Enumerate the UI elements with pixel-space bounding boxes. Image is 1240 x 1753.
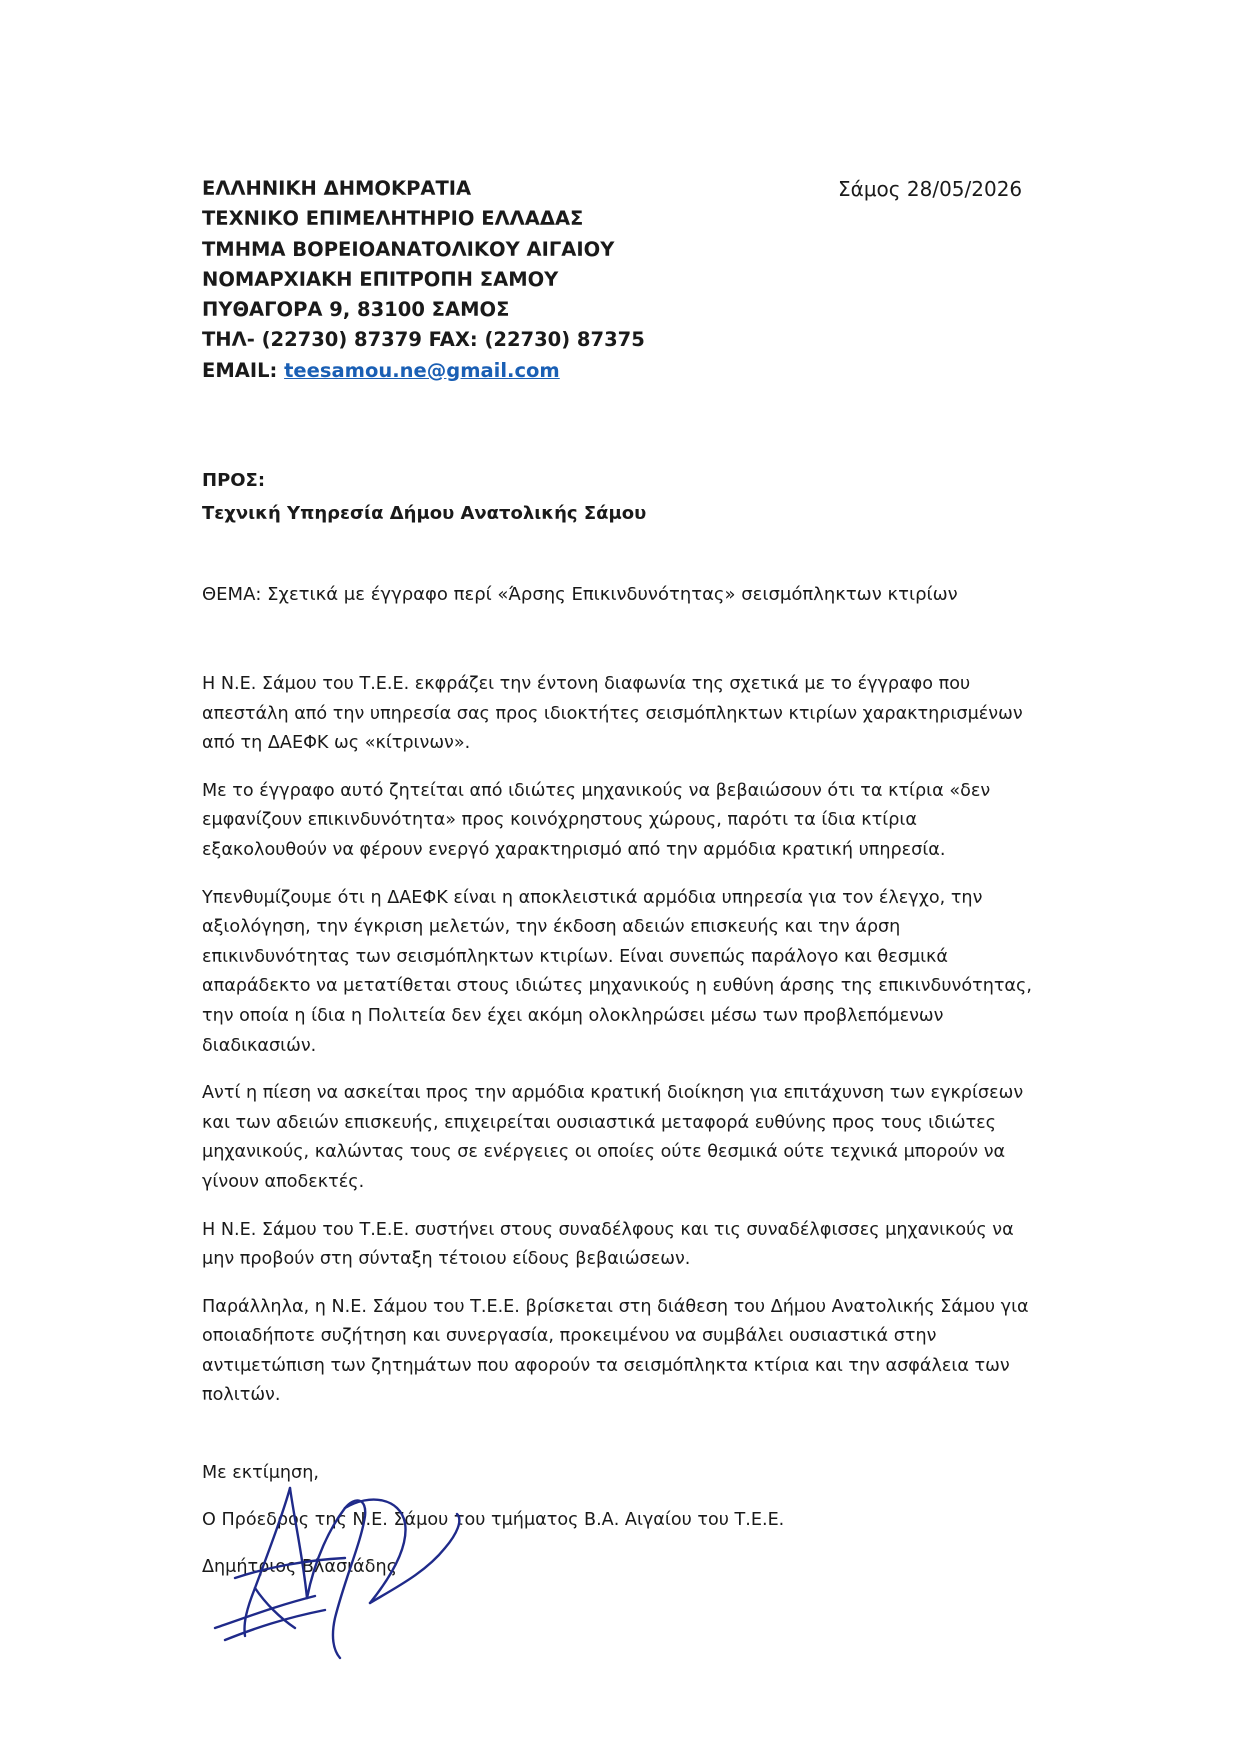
header-line-committee: ΝΟΜΑΡΧΙΑΚΗ ΕΠΙΤΡΟΠΗ ΣΑΜΟΥ (202, 267, 559, 291)
email-label: EMAIL: (202, 358, 285, 382)
letter-subject: ΘΕΜΑ: Σχετικά με έγγραφο περί «Άρσης Επικινδυνότητας» σεισμόπληκτων κτιρίων (202, 584, 958, 605)
sender-header (202, 174, 645, 386)
body-paragraph: Με το έγγραφο αυτό ζητείται από ιδιώτες μηχανικούς να βεβαιώσουν ότι τα κτίρια «δεν εμφανίζουν επικινδυνότητα» προς κοινόχρηστους χώρους, παρότι τα ίδια κτίρια εξακολουθούν να φέρουν ενεργό χαρακτηρισμό από την αρμόδια κρατική υπηρεσία. (202, 780, 991, 860)
signatory-name: Δημήτριος Βλασιάδης (202, 1557, 397, 1577)
body-paragraph: Η Ν.Ε. Σάμου του Τ.Ε.Ε. συστήνει στους συναδέλφους και τις συναδέλφισσες μηχανικούς να μην προβούν στη σύνταξη τέτοιου είδους βεβαιώσεων. (202, 1219, 1014, 1270)
header-line-email (202, 356, 645, 386)
header-line-chamber: ΤΕΧΝΙΚΟ ΕΠΙΜΕΛΗΤΗΡΙΟ ΕΛΛΑΔΑΣ (202, 207, 584, 231)
handwritten-signature (195, 1468, 495, 1668)
recipient-name: Τεχνική Υπηρεσία Δήμου Ανατολικής Σάμου (202, 503, 647, 524)
letter-body (202, 670, 1044, 1429)
body-paragraph: Παράλληλα, η Ν.Ε. Σάμου του Τ.Ε.Ε. βρίσκεται στη διάθεση του Δήμου Ανατολικής Σάμου για οποιαδήποτε συζήτηση και συνεργασία, προκειμένου να συμβάλει ουσιαστικά στην αντιμετώπιση των ζητημάτων που αφορούν τα σεισμόπληκτα κτίρια και την ασφάλεια των πολιτών. (202, 1296, 1029, 1406)
body-paragraph: Η Ν.Ε. Σάμου του Τ.Ε.Ε. εκφράζει την έντονη διαφωνία της σχετικά με το έγγραφο που απεστάλη από την υπηρεσία σας προς ιδιοκτήτες σεισμόπληκτων κτιρίων χαρακτηρισμένων από τη ΔΑΕΦΚ ως «κίτρινων». (202, 674, 1023, 754)
header-line-address: ΠΥΘΑΓΟΡΑ 9, 83100 ΣΑΜΟΣ (202, 298, 510, 322)
email-link[interactable]: teesamou.ne@gmail.com (284, 358, 560, 382)
body-paragraph: Αντί η πίεση να ασκείται προς την αρμόδια κρατική διοίκηση για επιτάχυνση των εγκρίσεων και των αδειών επισκευής, επιχειρείται ουσιαστικά μεταφορά ευθύνης προς τους ιδιώτες μηχανικούς, καλώντας τους σε ενέργειες οι οποίες ούτε θεσμικά ούτε τεχνικά μπορούν να γίνουν αποδεκτές. (202, 1083, 1024, 1192)
letter-date: Σάμος 28/05/2026 (838, 177, 1023, 201)
closing-greeting: Με εκτίμηση, (202, 1463, 319, 1483)
recipient-block (202, 464, 646, 530)
header-line-country: ΕΛΛΗΝΙΚΗ ΔΗΜΟΚΡΑΤΙΑ (202, 177, 472, 200)
header-line-department: ΤΜΗΜΑ ΒΟΡΕΙΟΑΝΑΤΟΛΙΚΟΥ ΑΙΓΑΙΟΥ (202, 237, 615, 261)
header-line-phone-fax: ΤΗΛ- (22730) 87379 FAX: (22730) 87375 (202, 328, 645, 352)
closing-title: Ο Πρόεδρος της Ν.Ε. Σάμου του τμήματος Β.Α. Αιγαίου του Τ.Ε.Ε. (202, 1510, 785, 1530)
body-paragraph: Υπενθυμίζουμε ότι η ΔΑΕΦΚ είναι η αποκλειστικά αρμόδια υπηρεσία για τον έλεγχο, την αξιολόγηση, την έγκριση μελετών, την έκδοση αδειών επισκευής και την άρση επικινδυνότητας των σεισμόπληκτων κτιρίων. Είναι συνεπώς παράλογο και θεσμικά απαράδεκτο να μετατίθεται στους ιδιώτες μηχανικούς η ευθύνη άρσης της επικινδυνότητας, την οποία η ίδια η Πολιτεία δεν έχει ακόμη ολοκληρώσει μέσω των προβλεπόμενων διαδικασιών. (202, 887, 1032, 1056)
recipient-label: ΠΡΟΣ: (202, 470, 266, 491)
